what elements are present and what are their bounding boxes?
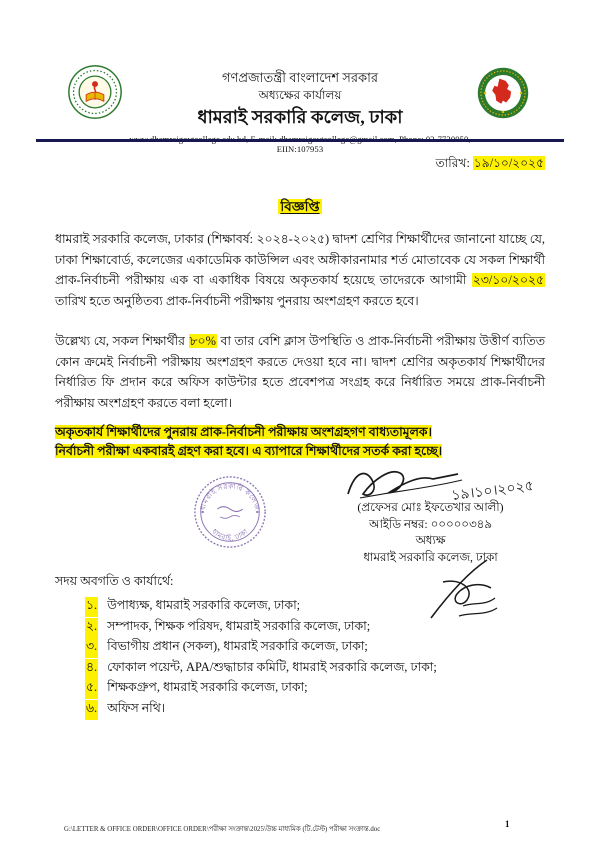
page-number: 1 xyxy=(505,819,510,829)
signatory-designation: অধ্যক্ষ xyxy=(415,533,446,547)
list-item xyxy=(85,679,437,700)
college-round-seal-icon xyxy=(191,473,269,551)
emphasis-line-1: অকৃতকার্য শিক্ষার্থীদের পুনরায় প্রাক-নির্বাচনী পরীক্ষায় অংশগ্রহগণ বাধ্যতামূলক। xyxy=(55,425,432,439)
government-line: গণপ্রজাতন্ত্রী বাংলাদেশ সরকার xyxy=(221,70,379,85)
date-line xyxy=(436,155,545,175)
attendance-percent-highlight: ৮০% xyxy=(189,334,216,348)
paragraph-1 xyxy=(55,229,545,311)
item-text: বিভাগীয় প্রধান (সকল), ধামরাই সরকারি কলেজ, ঢাকা; xyxy=(107,639,368,654)
item-number: ২. xyxy=(85,618,98,638)
item-number: ৬. xyxy=(85,700,98,720)
signatory-org: ধামরাই সরকারি কলেজ, ঢাকা xyxy=(363,549,498,564)
item-text: ফোকাল পয়েন্ট, APA/শুদ্ধাচার কমিটি, ধামরাই সরকারি কলেজ, ঢাকা; xyxy=(107,659,437,674)
notice-title: বিজ্ঞপ্তি xyxy=(280,199,320,214)
notice-title-row xyxy=(0,196,600,219)
list-item xyxy=(85,618,437,639)
distribution-list xyxy=(85,597,437,721)
signatory-id: আইডি নম্বর: ০০০০০৩৪৯ xyxy=(369,516,492,531)
list-item xyxy=(85,597,437,618)
list-item xyxy=(85,638,437,659)
govt-logo-icon xyxy=(476,66,530,120)
seal-arc-top-text: ধামরাই সরকারি কলেজ xyxy=(197,481,263,512)
office-line: অধ্যক্ষের কার্যালয় xyxy=(258,88,342,103)
svg-text:ধামরাই, ঢাকা xyxy=(210,527,250,543)
item-number: ৩. xyxy=(85,638,98,658)
item-text: অফিস নথি। xyxy=(107,700,166,715)
emphasis-line-2: নির্বাচনী পরীক্ষা একবারই গ্রহণ করা হবে। এ ব্যাপারে শিক্ষার্থীদের সতর্ক করা হচ্ছে। xyxy=(55,444,443,458)
list-item xyxy=(85,659,437,680)
college-name: ধামরাই সরকারি কলেজ, ঢাকা xyxy=(197,107,403,128)
footer-file-path: G:\LETTER & OFFICE ORDER\OFFICE ORDER\পরীক্ষা সংক্রান্ত\2025\উচ্চ মাধ্যমিক (টি.টেস্ট) পরীক্ষা সংক্রান্ত.doc xyxy=(64,826,381,833)
header-divider xyxy=(36,139,564,142)
list-item xyxy=(85,700,437,721)
paragraph-2-text: উল্লেখ্য যে, সকল শিক্ষার্থীর xyxy=(55,334,189,348)
paragraph-1-text-after: তারিখ হতে অনুষ্ঠিতব্য প্রাক-নির্বাচনী পরীক্ষায় পুনরায় অংশগ্রহণ করতে হবে। xyxy=(55,293,419,308)
college-logo-icon xyxy=(67,64,123,120)
signatory-name: (প্রফেসর মোঃ ইফতেখার আলী) xyxy=(357,500,504,514)
item-number: ৪. xyxy=(85,659,98,679)
emphasis-block xyxy=(55,423,545,461)
contact-line: www.dhamraigovtcollege.edu.bd, E-mail: dhamraigovtcollege@gmail.com, Phone: 02-7730050, EIIN:107953 xyxy=(129,133,471,155)
date-label: তারিখ: xyxy=(435,156,470,170)
seal-arc-bottom-text: ধামরাই, ঢাকা xyxy=(210,526,250,543)
date-value: ১৯/১০/২০২৫ xyxy=(473,156,544,170)
item-number: ১. xyxy=(85,597,98,617)
item-text: সম্পাদক, শিক্ষক পরিষদ, ধামরাই সরকারি কলেজ, ঢাকা; xyxy=(107,618,371,633)
item-number: ৫. xyxy=(85,679,98,699)
distribution-heading: সদয় অবগতি ও কার্যার্থে: xyxy=(55,574,174,588)
exam-date-highlight: ২৩/১০/২০২৫ xyxy=(472,273,544,287)
handwritten-date: ১৯।১০।২০২৫ xyxy=(450,478,535,504)
item-text: উপাধ্যক্ষ, ধামরাই সরকারি কলেজ, ঢাকা; xyxy=(107,598,301,612)
paragraph-2 xyxy=(55,331,545,413)
letterhead xyxy=(125,70,475,155)
paragraph-1-text: ধামরাই সরকারি কলেজ, ঢাকার (শিক্ষাবর্ষ: ২০২৪-২০২৫) দ্বাদশ শ্রেণির শিক্ষার্থীদের জানানো যাচ্ছে যে, ঢাকা শিক্ষাবোর্ড, কলেজের একাডেমিক কাউন্সিল এবং অঙ্গীকারনামার শর্ত মোতাবেক যে সকল শিক্ষার্থী প্রাক-নির্বাচনী পরীক্ষায় এক বা একাধিক বিষয়ে অকৃতকার্য হয়েছে তাদেরকে আগামী xyxy=(55,232,545,287)
paragraph-2-text-after: বা তার বেশি ক্লাস উপস্থিতি ও প্রাক-নির্বাচনী পরীক্ষায় উত্তীর্ণ ব্যতিত কোন ক্রমেই নির্বাচনী পরীক্ষায় অংশগ্রহণ করতে দেওয়া হবে না। দ্বাদশ শ্রেণির অকৃতকার্য শিক্ষার্থীদের নির্ধারিত ফি প্রদান করে অফিস কাউন্টার হতে প্রবেশপত্র সংগ্রহ করে নির্ধারিত সময়ে প্রাক-নির্বাচনী পরীক্ষায় অংশগ্রহণ করতে বলা হলো। xyxy=(55,334,545,410)
item-text: শিক্ষকগ্রুপ, ধামরাই সরকারি কলেজ, ঢাকা; xyxy=(107,680,308,695)
